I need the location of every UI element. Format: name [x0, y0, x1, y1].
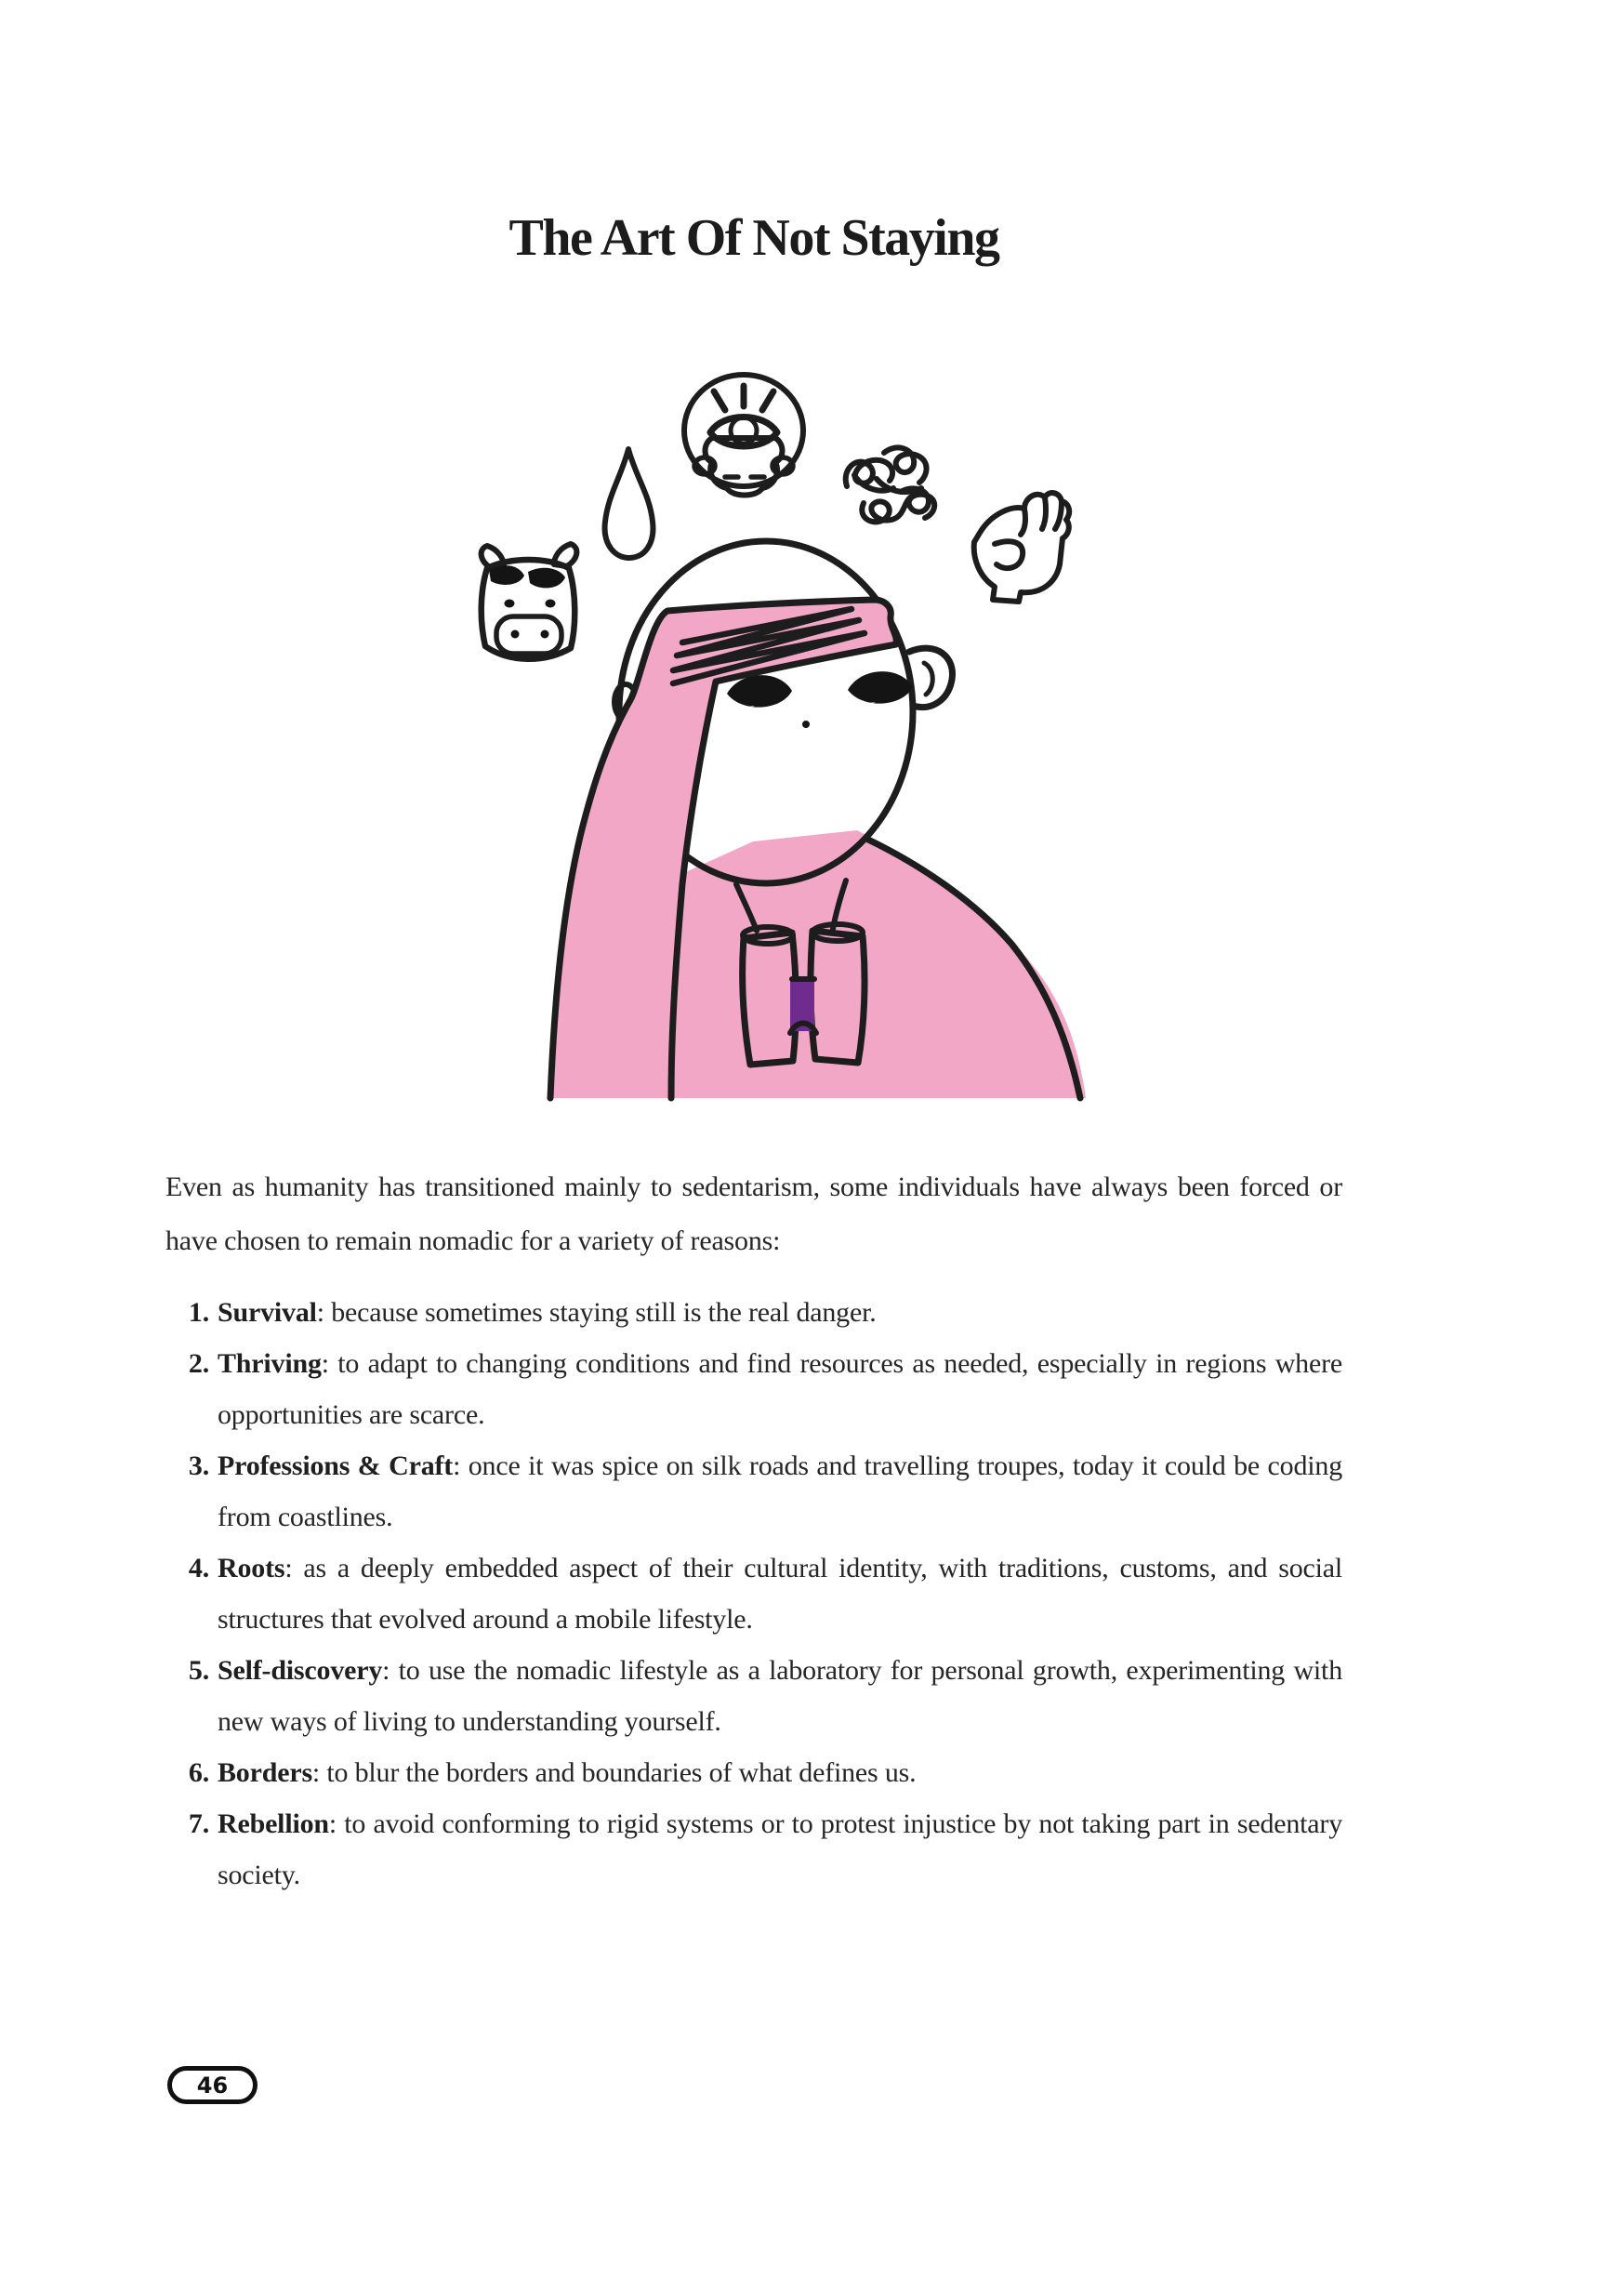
- list-item-term: Borders: [218, 1757, 312, 1788]
- list-item: [165, 1440, 1342, 1543]
- traveler-illustration: [446, 367, 1097, 1102]
- traveler-character: [550, 541, 1086, 1098]
- illustration-svg: [446, 367, 1097, 1102]
- list-item-rest: : to adapt to changing conditions and find resources as needed, especially in regions where opportunities are scarce.: [218, 1348, 1342, 1430]
- list-item: [165, 1338, 1342, 1440]
- list-item-number: 4.: [188, 1553, 209, 1583]
- list-item-text: [218, 1747, 1342, 1798]
- scribble-icon: [846, 447, 935, 522]
- raised-fist-icon: [974, 493, 1069, 602]
- list-item-term: Professions & Craft: [218, 1450, 454, 1481]
- page-number: 46: [196, 2072, 229, 2099]
- list-item-rest: : to use the nomadic lifestyle as a laboratory for personal growth, experimenting with new ways of living to understanding yourself.: [218, 1655, 1342, 1737]
- list-item-text: [218, 1798, 1342, 1901]
- list-item-number: 2.: [188, 1348, 209, 1379]
- list-item-rest: : because sometimes staying still is the real danger.: [316, 1297, 877, 1328]
- list-item-rest: : as a deeply embedded aspect of their cultural identity, with traditions, customs, and social structures that evolved around a mobile lifestyle.: [218, 1553, 1342, 1635]
- list-item-rest: : to blur the borders and boundaries of what defines us.: [311, 1757, 917, 1788]
- list-item-number: 5.: [188, 1655, 209, 1686]
- list-item: [165, 1645, 1342, 1747]
- list-item-number: 1.: [188, 1297, 209, 1328]
- page-number-badge: [167, 2066, 257, 2104]
- list-item-text: [218, 1440, 1342, 1543]
- list-item: [165, 1543, 1342, 1645]
- list-item-term: Roots: [218, 1553, 285, 1583]
- list-item: [165, 1747, 1342, 1798]
- list-item-term: Survival: [218, 1297, 317, 1328]
- list-item-term: Self-discovery: [218, 1655, 383, 1686]
- list-item-rest: : to avoid conforming to rigid systems or to protest injustice by not taking part in sedentary society.: [218, 1808, 1342, 1890]
- list-item-number: 6.: [188, 1757, 209, 1788]
- list-item-text: [218, 1543, 1342, 1645]
- list-item-number: 3.: [188, 1450, 209, 1481]
- reasons-list: [165, 1287, 1342, 1901]
- list-item-text: [218, 1287, 1342, 1338]
- list-item-term: Rebellion: [218, 1808, 329, 1839]
- list-item-term: Thriving: [218, 1348, 322, 1379]
- page-title: The Art Of Not Staying: [508, 208, 999, 267]
- list-item-number: 7.: [188, 1808, 209, 1839]
- list-item-rest: : once it was spice on silk roads and travelling troupes, today it could be coding from coastlines.: [218, 1450, 1342, 1532]
- nose-dot: [802, 721, 810, 728]
- list-item-text: [218, 1338, 1342, 1440]
- cow-icon: [482, 544, 577, 659]
- list-item: [165, 1798, 1342, 1901]
- list-item: [165, 1287, 1342, 1338]
- third-eye-icon: [684, 375, 803, 496]
- sweat-drop-icon: [605, 449, 654, 558]
- right-eye: [848, 671, 913, 704]
- text-column: [165, 0, 1342, 2278]
- list-item-text: [218, 1645, 1342, 1747]
- intro-paragraph: Even as humanity has transitioned mainly to sedentarism, some individuals have always been forced or have chosen to remain nomadic for a variety of reasons:: [165, 1172, 1342, 1256]
